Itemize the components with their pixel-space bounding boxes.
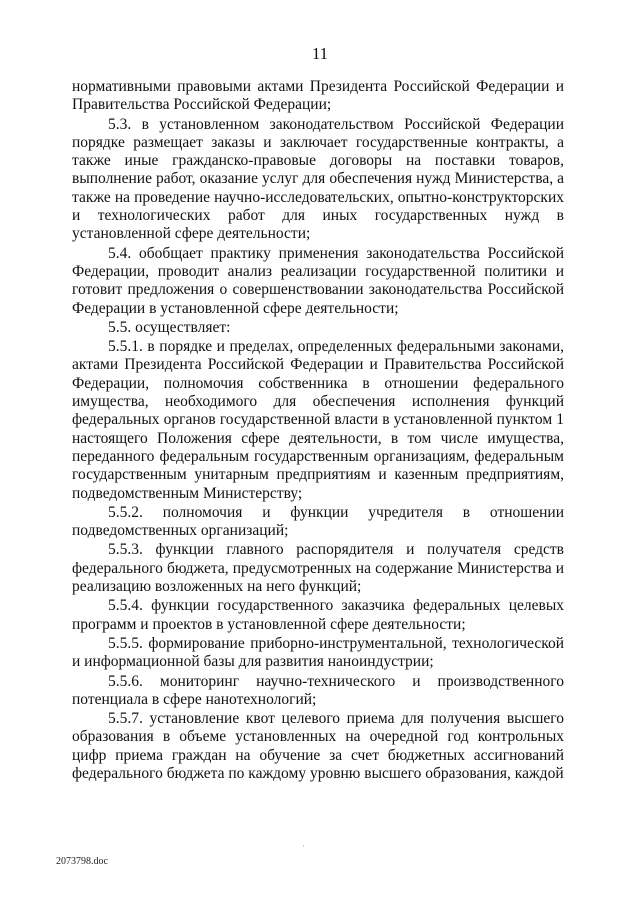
paragraph-5-4: 5.4. обобщает практику применения законодательства Российской Федерации, проводит анализ реализации государственной политики и готовит предложения о совершенствовании законодательства Российской Федерации в установленной сфере деятельности; (72, 244, 564, 317)
paragraph-5-5-5: 5.5.5. формирование приборно-инструментальной, технологической и информационной базы для развития наноиндустрии; (72, 634, 564, 671)
footer-filename: 2073798.doc (56, 856, 108, 867)
paragraph-5-3: 5.3. в установленном законодательством Российской Федерации порядке размещает заказы и заключает государственные контракты, а также иные гражданско-правовые договоры на поставки товаров, выполнение работ, оказание услуг для обеспечения нужд Министерства, а также на проведение научно-исследовательских, опытно-конструкторских и технологических работ для иных государственных нужд в установленной сфере деятельности; (72, 115, 564, 243)
paragraph-5-5-2: 5.5.2. полномочия и функции учредителя в отношении подведомственных организаций; (72, 503, 564, 540)
paragraph-5-5-4: 5.5.4. функции государственного заказчика федеральных целевых программ и проектов в установленной сфере деятельности; (72, 597, 564, 633)
page-number: 11 (311, 44, 329, 63)
scan-speck: · (302, 842, 305, 851)
paragraph-5-5-7: 5.5.7. установление квот целевого приема для получения высшего образования в объеме установленных на очередной год контрольных цифр приема граждан на обучение за счет бюджетных ассигнований федерального бюджета по каждому уровню высшего образования, каждой (72, 710, 564, 782)
paragraph-5-5: 5.5. осуществляет: (108, 318, 231, 336)
paragraph-continuation: нормативными правовыми актами Президента Российской Федерации и Правительства Российской Федерации; (72, 78, 564, 114)
paragraph-5-5-3: 5.5.3. функции главного распорядителя и получателя средств федерального бюджета, предусмотренных на содержание Министерства и реализацию возложенных на него функций; (72, 541, 564, 596)
document-body (72, 78, 564, 784)
paragraph-5-5-1: 5.5.1. в порядке и пределах, определенных федеральными законами, актами Президента Российской Федерации и Правительства Российской Федерации, полномочия собственника в отношении федерального имущества, необходимого для обеспечения исполнения функций федеральных органов государственной власти в установленной пунктом 1 настоящего Положения сфере деятельности, в том числе имущества, переданного федеральным государственным организациям, федеральным государственным унитарным предприятиям и казенным предприятиям, подведомственным Министерству; (72, 338, 564, 502)
paragraph-5-5-6: 5.5.6. мониторинг научно-технического и производственного потенциала в сфере нанотехнологий; (72, 672, 564, 708)
